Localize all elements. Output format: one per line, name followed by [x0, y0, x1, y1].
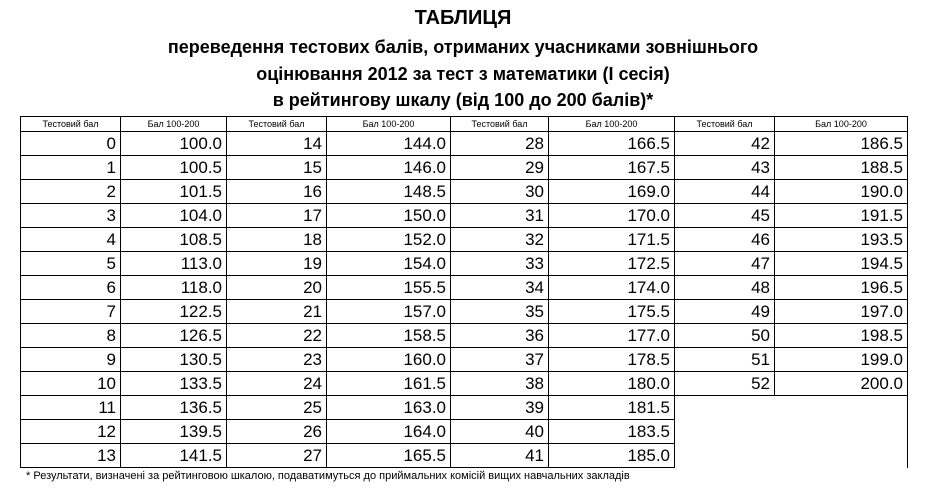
column-header-rating-score: Бал 100-200	[775, 117, 908, 132]
rating-score-cell: 186.5	[775, 132, 908, 156]
rating-score-cell: 188.5	[775, 156, 908, 180]
rating-score-cell: 113.0	[121, 252, 227, 276]
test-score-cell: 24	[227, 372, 327, 396]
rating-score-cell: 177.0	[549, 324, 675, 348]
rating-score-cell: 148.5	[327, 180, 451, 204]
rating-score-cell: 194.5	[775, 252, 908, 276]
rating-score-cell: 101.5	[121, 180, 227, 204]
test-score-cell: 15	[227, 156, 327, 180]
table-row	[21, 252, 908, 276]
rating-score-cell: 160.0	[327, 348, 451, 372]
table-row	[21, 204, 908, 228]
rating-score-cell: 166.5	[549, 132, 675, 156]
column-header-rating-score: Бал 100-200	[549, 117, 675, 132]
test-score-cell: 4	[21, 228, 121, 252]
test-score-cell: 31	[451, 204, 549, 228]
rating-score-cell: 178.5	[549, 348, 675, 372]
test-score-cell: 40	[451, 420, 549, 444]
test-score-cell: 13	[21, 444, 121, 468]
test-score-cell: 6	[21, 276, 121, 300]
rating-score-cell: 144.0	[327, 132, 451, 156]
test-score-cell: 39	[451, 396, 549, 420]
test-score-cell: 42	[675, 132, 775, 156]
rating-score-cell: 174.0	[549, 276, 675, 300]
table-header-row	[21, 117, 908, 132]
rating-score-cell: 146.0	[327, 156, 451, 180]
empty-cell	[675, 396, 908, 420]
table-row	[21, 156, 908, 180]
rating-score-cell: 181.5	[549, 396, 675, 420]
test-score-cell: 5	[21, 252, 121, 276]
test-score-cell: 20	[227, 276, 327, 300]
rating-score-cell: 122.5	[121, 300, 227, 324]
rating-score-cell: 198.5	[775, 324, 908, 348]
test-score-cell: 46	[675, 228, 775, 252]
test-score-cell: 25	[227, 396, 327, 420]
subtitle-line-2: оцінювання 2012 за тест з математики (І сесія)	[256, 64, 670, 84]
test-score-cell: 29	[451, 156, 549, 180]
test-score-cell: 21	[227, 300, 327, 324]
rating-score-cell: 169.0	[549, 180, 675, 204]
rating-score-cell: 157.0	[327, 300, 451, 324]
rating-score-cell: 133.5	[121, 372, 227, 396]
rating-score-cell: 118.0	[121, 276, 227, 300]
test-score-cell: 44	[675, 180, 775, 204]
test-score-cell: 3	[21, 204, 121, 228]
table-row	[21, 228, 908, 252]
rating-score-cell: 196.5	[775, 276, 908, 300]
test-score-cell: 12	[21, 420, 121, 444]
rating-score-cell: 171.5	[549, 228, 675, 252]
rating-score-cell: 199.0	[775, 348, 908, 372]
empty-cell	[675, 444, 908, 468]
test-score-cell: 38	[451, 372, 549, 396]
test-score-cell: 2	[21, 180, 121, 204]
document-title: ТАБЛИЦЯ	[414, 7, 512, 29]
test-score-cell: 17	[227, 204, 327, 228]
column-header-test-score: Тестовий бал	[21, 117, 121, 132]
table-row	[21, 444, 908, 468]
rating-score-cell: 191.5	[775, 204, 908, 228]
test-score-cell: 26	[227, 420, 327, 444]
rating-score-cell: 108.5	[121, 228, 227, 252]
rating-score-cell: 136.5	[121, 396, 227, 420]
test-score-cell: 48	[675, 276, 775, 300]
subtitle-line-1: переведення тестових балів, отриманих учасниками зовнішнього	[167, 37, 759, 57]
rating-score-cell: 175.5	[549, 300, 675, 324]
test-score-cell: 35	[451, 300, 549, 324]
rating-score-cell: 104.0	[121, 204, 227, 228]
test-score-cell: 37	[451, 348, 549, 372]
rating-score-cell: 190.0	[775, 180, 908, 204]
subtitle-line-3: в рейтингову шкалу (від 100 до 200 балів)*	[272, 90, 654, 110]
rating-score-cell: 126.5	[121, 324, 227, 348]
test-score-cell: 49	[675, 300, 775, 324]
test-score-cell: 34	[451, 276, 549, 300]
rating-score-cell: 165.5	[327, 444, 451, 468]
table-row	[21, 372, 908, 396]
rating-score-cell: 183.5	[549, 420, 675, 444]
table-row	[21, 300, 908, 324]
rating-score-cell: 180.0	[549, 372, 675, 396]
score-conversion-table	[20, 116, 908, 468]
rating-score-cell: 100.0	[121, 132, 227, 156]
column-header-test-score: Тестовий бал	[227, 117, 327, 132]
empty-cell	[675, 420, 908, 444]
test-score-cell: 36	[451, 324, 549, 348]
test-score-cell: 47	[675, 252, 775, 276]
table-row	[21, 348, 908, 372]
rating-score-cell: 139.5	[121, 420, 227, 444]
test-score-cell: 11	[21, 396, 121, 420]
table-row	[21, 132, 908, 156]
rating-score-cell: 197.0	[775, 300, 908, 324]
table-row	[21, 180, 908, 204]
test-score-cell: 10	[21, 372, 121, 396]
test-score-cell: 32	[451, 228, 549, 252]
test-score-cell: 14	[227, 132, 327, 156]
test-score-cell: 45	[675, 204, 775, 228]
test-score-cell: 33	[451, 252, 549, 276]
table-row	[21, 276, 908, 300]
test-score-cell: 22	[227, 324, 327, 348]
rating-score-cell: 193.5	[775, 228, 908, 252]
test-score-cell: 1	[21, 156, 121, 180]
rating-score-cell: 130.5	[121, 348, 227, 372]
test-score-cell: 18	[227, 228, 327, 252]
test-score-cell: 28	[451, 132, 549, 156]
footnote: * Результати, визначені за рейтинговою шкалою, подаватимуться до приймальних комісій вищих навчальних закладів	[26, 470, 630, 482]
test-score-cell: 9	[21, 348, 121, 372]
test-score-cell: 27	[227, 444, 327, 468]
test-score-cell: 16	[227, 180, 327, 204]
rating-score-cell: 141.5	[121, 444, 227, 468]
test-score-cell: 23	[227, 348, 327, 372]
rating-score-cell: 100.5	[121, 156, 227, 180]
table-row	[21, 324, 908, 348]
column-header-rating-score: Бал 100-200	[121, 117, 227, 132]
rating-score-cell: 161.5	[327, 372, 451, 396]
test-score-cell: 51	[675, 348, 775, 372]
test-score-cell: 52	[675, 372, 775, 396]
rating-score-cell: 150.0	[327, 204, 451, 228]
rating-score-cell: 170.0	[549, 204, 675, 228]
rating-score-cell: 167.5	[549, 156, 675, 180]
rating-score-cell: 200.0	[775, 372, 908, 396]
column-header-test-score: Тестовий бал	[451, 117, 549, 132]
test-score-cell: 30	[451, 180, 549, 204]
test-score-cell: 8	[21, 324, 121, 348]
rating-score-cell: 152.0	[327, 228, 451, 252]
rating-score-cell: 163.0	[327, 396, 451, 420]
test-score-cell: 50	[675, 324, 775, 348]
test-score-cell: 0	[21, 132, 121, 156]
rating-score-cell: 185.0	[549, 444, 675, 468]
test-score-cell: 41	[451, 444, 549, 468]
rating-score-cell: 172.5	[549, 252, 675, 276]
table-row	[21, 420, 908, 444]
rating-score-cell: 158.5	[327, 324, 451, 348]
test-score-cell: 7	[21, 300, 121, 324]
column-header-test-score: Тестовий бал	[675, 117, 775, 132]
rating-score-cell: 155.5	[327, 276, 451, 300]
rating-score-cell: 154.0	[327, 252, 451, 276]
test-score-cell: 43	[675, 156, 775, 180]
rating-score-cell: 164.0	[327, 420, 451, 444]
table-row	[21, 396, 908, 420]
column-header-rating-score: Бал 100-200	[327, 117, 451, 132]
test-score-cell: 19	[227, 252, 327, 276]
